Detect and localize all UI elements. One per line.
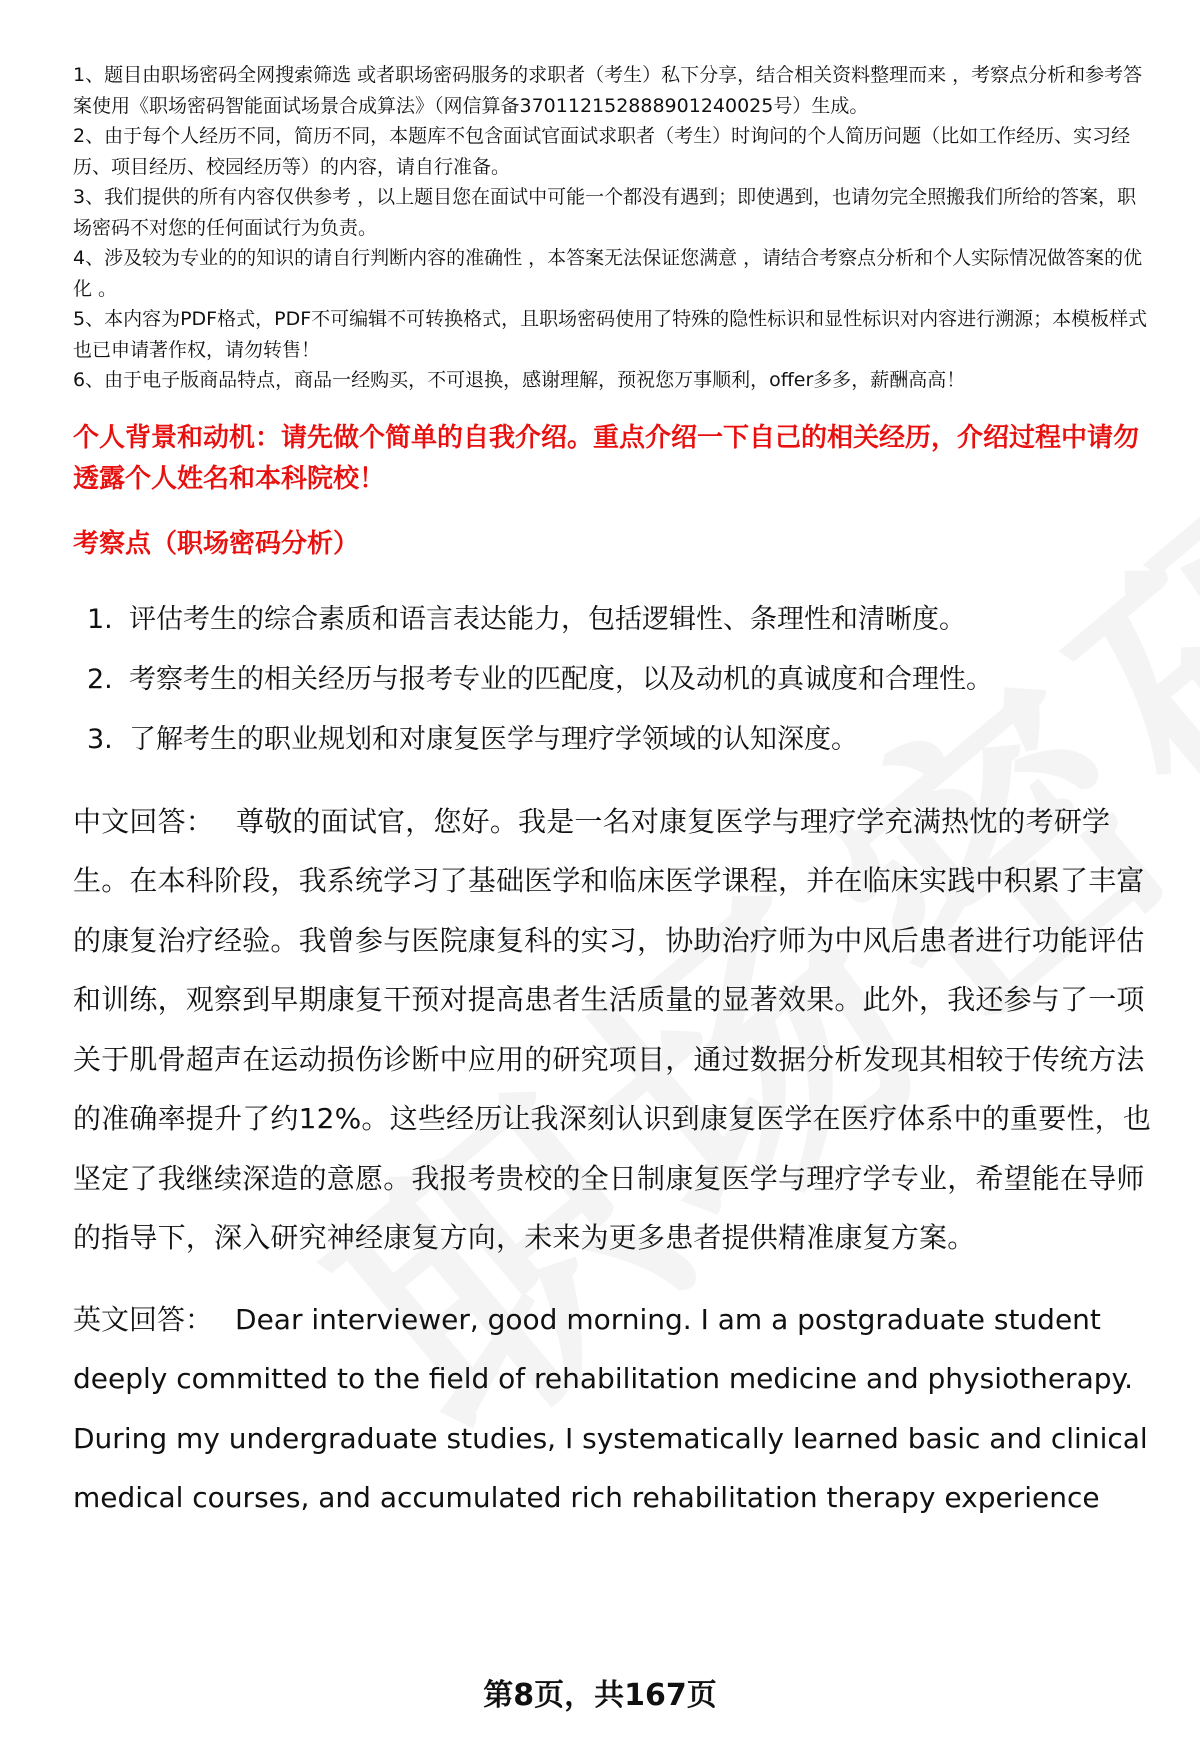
point-text: 评估考生的综合素质和语言表达能力，包括逻辑性、条理性和清晰度。 bbox=[129, 603, 966, 635]
note-item: 2、由于每个人经历不同，简历不同，本题库不包含面试官面试求职者（考生）时询问的个人简历问题（比如工作经历、实习经历、项目经历、校园经历等）的内容，请自行准备。 bbox=[73, 125, 1131, 178]
point-text: 考察考生的相关经历与报考专业的匹配度，以及动机的真诚度和合理性。 bbox=[129, 663, 993, 695]
page-content bbox=[73, 60, 1153, 1528]
analysis-point bbox=[73, 650, 1153, 710]
chinese-answer-label: 中文回答： bbox=[73, 804, 215, 838]
note-item: 4、涉及较为专业的的知识的请自行判断内容的准确性 ，本答案无法保证您满意 ，请结合考察点分析和个人实际情况做答案的优化 。 bbox=[73, 247, 1143, 300]
analysis-points bbox=[73, 590, 1153, 770]
analysis-heading: 考察点（职场密码分析） bbox=[73, 528, 360, 559]
point-text: 了解考生的职业规划和对康复医学与理疗学领域的认知深度。 bbox=[129, 723, 858, 755]
disclaimer-notes bbox=[73, 60, 1153, 396]
analysis-point bbox=[73, 710, 1153, 770]
chinese-answer-text: 尊敬的面试官，您好。我是一名对康复医学与理疗学充满热忱的考研学生。在本科阶段，我系统学习了基础医学和临床医学课程，并在临床实践中积累了丰富的康复治疗经验。我曾参与医院康复科的实习，协助治疗师为中风后患者进行功能评估和训练，观察到早期康复干预对提高患者生活质量的显著效果。此外，我还参与了一项关于肌骨超声在运动损伤诊断中应用的研究项目，通过数据分析发现其相较于传统方法的准确率提升了约12%。这些经历让我深刻认识到康复医学在医疗体系中的重要性，也坚定了我继续深造的意愿。我报考贵校的全日制康复医学与理疗学专业，希望能在导师的指导下，深入研究神经康复方向，未来为更多患者提供精准康复方案。 bbox=[73, 804, 1152, 1254]
english-answer bbox=[73, 1290, 1153, 1528]
interview-question: 个人背景和动机：请先做个简单的自我介绍。重点介绍一下自己的相关经历，介绍过程中请勿透露个人姓名和本科院校！ bbox=[73, 422, 1140, 494]
note-item: 5、本内容为PDF格式，PDF不可编辑不可转换格式，且职场密码使用了特殊的隐性标识和显性标识对内容进行溯源；本模板样式也已申请著作权，请勿转售！ bbox=[73, 308, 1148, 361]
note-item: 6、由于电子版商品特点，商品一经购买，不可退换，感谢理解，预祝您万事顺利，offer多多，薪酬高高！ bbox=[73, 369, 966, 391]
analysis-point bbox=[73, 590, 1153, 650]
note-item: 1、题目由职场密码全网搜索筛选 或者职场密码服务的求职者（考生）私下分享，结合相关资料整理而来 ，考察点分析和参考答案使用《职场密码智能面试场景合成算法》（网信算备370112152888901240025号）生成。 bbox=[73, 64, 1143, 117]
chinese-answer bbox=[73, 792, 1153, 1268]
english-answer-text: Dear interviewer, good morning. I am a postgraduate student deeply committed to the field of rehabilitation medicine and physiotherapy. During my undergraduate studies, I systematically learned basic and clinical medical courses, and accumulated rich rehabilitation therapy experience bbox=[73, 1302, 1148, 1514]
note-item: 3、我们提供的所有内容仅供参考 ，以上题目您在面试中可能一个都没有遇到；即使遇到，也请勿完全照搬我们所给的答案，职场密码不对您的任何面试行为负责。 bbox=[73, 186, 1137, 239]
point-number: 2. bbox=[87, 663, 113, 695]
english-answer-label: 英文回答： bbox=[73, 1302, 214, 1336]
page-number-footer: 第8页，共167页 bbox=[483, 1678, 717, 1713]
point-number: 3. bbox=[87, 723, 113, 755]
point-number: 1. bbox=[87, 603, 113, 635]
